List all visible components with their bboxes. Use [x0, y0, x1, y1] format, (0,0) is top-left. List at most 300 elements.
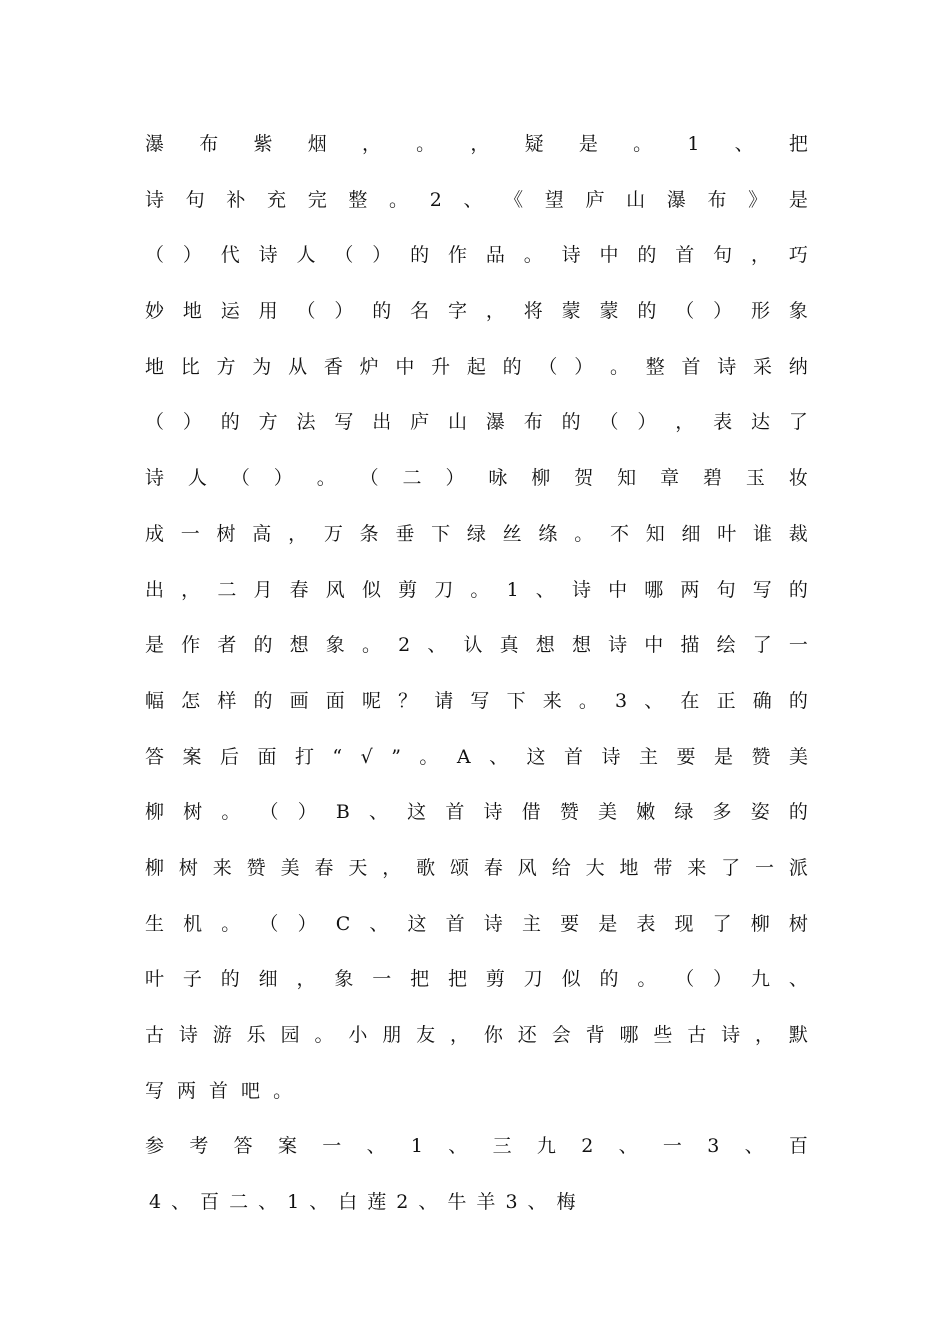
text-glyph: 古: [145, 1024, 165, 1046]
text-glyph: 谁: [753, 522, 773, 545]
text-line: [145, 1128, 808, 1184]
text-glyph: 来: [212, 856, 232, 879]
text-glyph: 。: [416, 133, 436, 155]
text-glyph: 叶: [717, 522, 737, 545]
text-glyph: 3: [615, 689, 628, 712]
text-glyph: 贺: [574, 467, 594, 490]
text-glyph: 树: [183, 801, 203, 824]
text-glyph: 你: [483, 1024, 503, 1046]
text-glyph: 的: [410, 244, 430, 267]
text-glyph: 哪: [644, 578, 664, 601]
text-glyph: （: [538, 355, 558, 378]
text-glyph: 1: [506, 578, 519, 601]
text-glyph: 画: [289, 689, 309, 712]
text-glyph: 派: [788, 856, 808, 879]
text-glyph: 中: [644, 634, 664, 657]
text-glyph: 3: [707, 1135, 720, 1158]
text-glyph: 出: [145, 578, 165, 601]
text-glyph: 是: [578, 133, 598, 155]
text-glyph: 歌: [416, 856, 436, 879]
text-glyph: 颂: [450, 856, 470, 879]
text-glyph: 完: [307, 188, 327, 211]
text-glyph: 还: [517, 1024, 537, 1046]
text-glyph: （: [259, 801, 279, 824]
text-line: [145, 572, 808, 628]
text-glyph: 瀑: [485, 411, 505, 434]
text-glyph: 现: [674, 912, 694, 935]
text-glyph: 1: [410, 1135, 423, 1158]
text-glyph: 天: [348, 856, 368, 879]
text-glyph: “: [332, 745, 343, 768]
text-glyph: 、: [258, 1191, 278, 1214]
text-glyph: 首: [209, 1079, 229, 1102]
text-glyph: 一: [788, 634, 808, 657]
text-glyph: 垂: [395, 522, 415, 545]
text-glyph: 2: [398, 634, 411, 657]
text-glyph: 树: [178, 856, 198, 879]
text-glyph: 春: [483, 856, 503, 879]
text-glyph: 裁: [788, 522, 808, 545]
text-glyph: 中: [395, 355, 415, 378]
text-glyph: 巧: [788, 244, 808, 267]
text-glyph: 的: [253, 689, 273, 712]
text-glyph: 柳: [750, 912, 770, 935]
text-glyph: （: [230, 467, 250, 490]
text-glyph: 知: [617, 467, 637, 490]
text-glyph: 主: [521, 912, 541, 935]
text-glyph: ，: [755, 1024, 775, 1046]
text-glyph: 地: [182, 300, 202, 323]
text-glyph: 用: [258, 300, 278, 323]
text-glyph: 诗: [178, 1024, 198, 1046]
text-glyph: 。: [633, 133, 653, 155]
text-glyph: 一: [755, 856, 775, 879]
text-glyph: 比: [180, 355, 200, 378]
text-glyph: 方: [216, 355, 236, 378]
text-glyph: 2: [429, 188, 442, 211]
text-glyph: 正: [716, 689, 736, 712]
text-glyph: 的: [637, 244, 657, 267]
text-glyph: 作: [448, 244, 468, 267]
text-glyph: 绦: [538, 522, 558, 545]
text-glyph: 充: [267, 188, 287, 211]
text-glyph: 。: [273, 1079, 293, 1102]
text-glyph: 首: [681, 355, 701, 378]
text-glyph: 布: [199, 133, 219, 155]
text-glyph: ，: [296, 968, 316, 991]
text-glyph: 的: [220, 968, 240, 991]
text-glyph: 吧: [241, 1079, 261, 1102]
text-glyph: ）: [574, 355, 594, 378]
text-glyph: 布: [707, 188, 727, 211]
text-glyph: 诗: [717, 355, 737, 378]
text-glyph: 知: [645, 522, 665, 545]
text-glyph: 为: [252, 355, 272, 378]
text-glyph: 嫩: [636, 801, 656, 824]
text-glyph: 补: [226, 188, 246, 211]
text-glyph: 诗: [571, 578, 591, 601]
text-glyph: 。: [221, 801, 241, 824]
text-glyph: 柳: [145, 856, 165, 879]
text-glyph: 的: [637, 300, 657, 323]
text-glyph: 《: [504, 188, 524, 211]
text-glyph: 、: [369, 912, 389, 935]
text-glyph: 作: [181, 634, 201, 657]
text-glyph: 。: [419, 745, 439, 768]
text-glyph: 来: [542, 689, 562, 712]
text-glyph: 布: [523, 411, 543, 434]
text-glyph: 默: [788, 1024, 808, 1046]
text-glyph: 句: [716, 578, 736, 601]
text-line: [145, 906, 808, 962]
text-glyph: 在: [680, 689, 700, 712]
text-glyph: 九: [536, 1135, 556, 1158]
text-glyph: 赞: [559, 801, 579, 824]
text-glyph: 背: [585, 1024, 605, 1046]
text-glyph: 采: [753, 355, 773, 378]
text-glyph: ）: [182, 411, 202, 434]
text-glyph: 柳: [145, 801, 165, 824]
text-glyph: 首: [445, 801, 465, 824]
text-glyph: 古: [687, 1024, 707, 1046]
text-glyph: 想: [535, 634, 555, 657]
text-glyph: 柳: [531, 467, 551, 490]
text-glyph: 方: [258, 411, 278, 434]
text-glyph: 3: [505, 1191, 518, 1214]
text-glyph: 认: [463, 634, 483, 657]
text-glyph: 面: [325, 689, 345, 712]
text-glyph: （: [599, 411, 619, 434]
text-line: [145, 126, 808, 182]
text-glyph: 真: [499, 634, 519, 657]
text-glyph: 、: [418, 1191, 438, 1214]
text-glyph: 的: [599, 968, 619, 991]
text-glyph: 绘: [716, 634, 736, 657]
text-glyph: 中: [608, 578, 628, 601]
text-glyph: 章: [660, 467, 680, 490]
text-glyph: 美: [280, 856, 300, 879]
text-glyph: 碧: [702, 467, 722, 490]
text-glyph: 一: [662, 1135, 682, 1158]
text-glyph: 、: [535, 578, 555, 601]
text-glyph: ）: [713, 300, 733, 323]
text-glyph: 月: [253, 578, 273, 601]
text-glyph: 法: [296, 411, 316, 434]
text-glyph: 剪: [398, 578, 418, 601]
text-glyph: 1: [287, 1191, 300, 1214]
text-line: [145, 293, 808, 349]
text-glyph: 的: [253, 634, 273, 657]
text-glyph: 诗: [145, 467, 165, 490]
text-glyph: 了: [788, 411, 808, 434]
text-glyph: 带: [653, 856, 673, 879]
text-glyph: 、: [644, 689, 664, 712]
text-glyph: 二: [229, 1191, 249, 1214]
text-glyph: 两: [680, 578, 700, 601]
text-line: [145, 182, 808, 238]
text-glyph: 、: [788, 968, 808, 991]
text-glyph: 机: [183, 912, 203, 935]
text-glyph: 山: [626, 188, 646, 211]
text-glyph: 刀: [523, 968, 543, 991]
text-glyph: 、: [618, 1135, 638, 1158]
text-line: [145, 683, 808, 739]
text-glyph: 春: [314, 856, 334, 879]
text-glyph: 蒙: [561, 300, 581, 323]
text-glyph: 树: [216, 522, 236, 545]
text-line: [145, 739, 808, 795]
text-glyph: 的: [788, 801, 808, 824]
text-line: [145, 1017, 808, 1073]
document-body: [145, 126, 808, 1240]
text-glyph: （: [334, 244, 354, 267]
text-glyph: 蒙: [599, 300, 619, 323]
text-glyph: ）: [372, 244, 392, 267]
text-glyph: 升: [431, 355, 451, 378]
text-glyph: 想: [571, 634, 591, 657]
text-glyph: （: [675, 968, 695, 991]
text-glyph: （: [359, 467, 379, 490]
text-glyph: 案: [277, 1135, 297, 1158]
text-glyph: 、: [734, 133, 754, 155]
text-glyph: ，: [675, 411, 695, 434]
text-glyph: 条: [359, 522, 379, 545]
text-glyph: 的: [788, 689, 808, 712]
text-glyph: 2: [396, 1191, 409, 1214]
text-glyph: 小: [348, 1024, 368, 1046]
text-glyph: ）: [273, 467, 293, 490]
text-glyph: 首: [445, 912, 465, 935]
text-glyph: 园: [280, 1024, 300, 1046]
text-glyph: 把: [788, 133, 808, 155]
text-glyph: 牛: [447, 1191, 467, 1214]
text-glyph: 了: [721, 856, 741, 879]
text-glyph: 细: [258, 968, 278, 991]
text-glyph: 描: [680, 634, 700, 657]
text-glyph: 把: [448, 968, 468, 991]
text-glyph: 些: [653, 1024, 673, 1046]
text-line: [145, 794, 808, 850]
text-glyph: 主: [639, 745, 659, 768]
text-glyph: 成: [145, 522, 165, 545]
text-glyph: 把: [410, 968, 430, 991]
text-glyph: 是: [788, 188, 808, 211]
text-glyph: ，: [751, 244, 771, 267]
text-glyph: 庐: [410, 411, 430, 434]
text-glyph: 地: [145, 355, 165, 378]
text-glyph: 样: [217, 689, 237, 712]
text-glyph: 风: [325, 578, 345, 601]
text-glyph: 代: [220, 244, 240, 267]
text-glyph: 姿: [750, 801, 770, 824]
text-glyph: C: [335, 912, 351, 935]
text-glyph: 的: [788, 578, 808, 601]
text-glyph: （: [675, 300, 695, 323]
text-glyph: 丝: [502, 522, 522, 545]
text-glyph: 1: [687, 133, 700, 155]
text-glyph: 会: [551, 1024, 571, 1046]
text-glyph: 游: [212, 1024, 232, 1046]
text-glyph: 表: [636, 912, 656, 935]
text-glyph: 答: [233, 1135, 253, 1158]
text-glyph: 名: [410, 300, 430, 323]
text-glyph: 朋: [382, 1024, 402, 1046]
text-glyph: 象: [325, 634, 345, 657]
text-glyph: 梅: [556, 1191, 576, 1214]
text-glyph: 。: [523, 244, 543, 267]
text-glyph: 绿: [674, 801, 694, 824]
text-glyph: 呢: [361, 689, 381, 712]
text-glyph: （: [145, 244, 165, 267]
text-glyph: 乐: [246, 1024, 266, 1046]
text-glyph: ，: [288, 522, 308, 545]
text-glyph: 细: [681, 522, 701, 545]
text-glyph: 。: [574, 522, 594, 545]
text-glyph: 风: [517, 856, 537, 879]
text-glyph: ）: [637, 411, 657, 434]
text-glyph: 确: [752, 689, 772, 712]
text-glyph: 象: [334, 968, 354, 991]
text-glyph: ，: [181, 578, 201, 601]
text-glyph: 赞: [751, 745, 771, 768]
text-glyph: 。: [314, 1024, 334, 1046]
text-glyph: 白: [338, 1191, 358, 1214]
text-glyph: 美: [598, 801, 618, 824]
text-glyph: 九: [751, 968, 771, 991]
text-glyph: 写: [145, 1079, 165, 1102]
text-glyph: 、: [744, 1135, 764, 1158]
text-line: [145, 627, 808, 683]
text-glyph: ？: [398, 689, 418, 712]
text-glyph: 生: [145, 912, 165, 935]
text-glyph: 山: [448, 411, 468, 434]
text-glyph: A: [456, 745, 471, 768]
text-glyph: 子: [182, 968, 202, 991]
text-glyph: 不: [609, 522, 629, 545]
text-glyph: 将: [523, 300, 543, 323]
text-glyph: 幅: [145, 689, 165, 712]
text-line: [145, 961, 808, 1017]
text-glyph: ，: [382, 856, 402, 879]
text-glyph: 是: [598, 912, 618, 935]
text-glyph: 给: [551, 856, 571, 879]
text-glyph: （: [145, 411, 165, 434]
text-glyph: （: [259, 912, 279, 935]
text-glyph: 万: [323, 522, 343, 545]
text-line: [145, 516, 808, 572]
text-glyph: 了: [752, 634, 772, 657]
text-glyph: 句: [185, 188, 205, 211]
text-glyph: 想: [289, 634, 309, 657]
text-glyph: 达: [751, 411, 771, 434]
text-glyph: 。: [221, 912, 241, 935]
text-glyph: ）: [445, 467, 465, 490]
text-glyph: 》: [748, 188, 768, 211]
text-glyph: 了: [712, 912, 732, 935]
text-glyph: 下: [506, 689, 526, 712]
text-glyph: B: [335, 801, 350, 824]
text-glyph: 百: [200, 1191, 220, 1214]
text-line: [145, 237, 808, 293]
text-glyph: 炉: [359, 355, 379, 378]
text-glyph: 、: [427, 634, 447, 657]
text-glyph: 。: [316, 467, 336, 490]
text-glyph: 二: [402, 467, 422, 490]
text-glyph: 百: [788, 1135, 808, 1158]
text-glyph: 、: [309, 1191, 329, 1214]
text-glyph: 4: [149, 1191, 162, 1214]
text-glyph: 树: [788, 912, 808, 935]
text-glyph: 、: [368, 801, 388, 824]
text-glyph: 打: [294, 745, 314, 768]
text-glyph: 、: [171, 1191, 191, 1214]
text-glyph: 怎: [181, 689, 201, 712]
text-glyph: 、: [489, 745, 509, 768]
text-glyph: ，: [470, 133, 490, 155]
text-glyph: 诗: [561, 244, 581, 267]
text-glyph: 的: [502, 355, 522, 378]
text-glyph: 大: [585, 856, 605, 879]
text-glyph: 。: [609, 355, 629, 378]
text-glyph: 、: [448, 1135, 468, 1158]
text-glyph: ）: [182, 244, 202, 267]
text-glyph: 是: [145, 634, 165, 657]
text-glyph: 剪: [485, 968, 505, 991]
text-glyph: 。: [361, 634, 381, 657]
text-glyph: 烟: [307, 133, 327, 155]
text-glyph: 借: [521, 801, 541, 824]
text-glyph: 的: [220, 411, 240, 434]
text-glyph: 瀑: [145, 133, 165, 155]
text-glyph: 案: [182, 745, 202, 768]
text-glyph: 哪: [619, 1024, 639, 1046]
text-glyph: 人: [296, 244, 316, 267]
text-glyph: 运: [220, 300, 240, 323]
text-glyph: 是: [713, 745, 733, 768]
text-glyph: 一: [180, 522, 200, 545]
text-glyph: 紫: [253, 133, 273, 155]
text-line: [145, 404, 808, 460]
text-glyph: 要: [676, 745, 696, 768]
text-glyph: ”: [391, 745, 401, 768]
text-glyph: 字: [448, 300, 468, 323]
text-glyph: 疑: [524, 133, 544, 155]
text-glyph: 一: [372, 968, 392, 991]
text-glyph: 庐: [585, 188, 605, 211]
text-glyph: （: [296, 300, 316, 323]
text-glyph: 形: [751, 300, 771, 323]
text-glyph: 三: [492, 1135, 512, 1158]
text-glyph: ）: [713, 968, 733, 991]
text-glyph: 起: [466, 355, 486, 378]
text-glyph: 诗: [721, 1024, 741, 1046]
text-glyph: 、: [463, 188, 483, 211]
text-glyph: 后: [219, 745, 239, 768]
text-glyph: 玉: [745, 467, 765, 490]
text-glyph: 答: [145, 745, 165, 768]
text-glyph: 面: [257, 745, 277, 768]
text-glyph: 香: [323, 355, 343, 378]
text-glyph: 。: [389, 188, 409, 211]
text-glyph: 来: [687, 856, 707, 879]
text-glyph: 写: [752, 578, 772, 601]
text-glyph: 莲: [367, 1191, 387, 1214]
text-glyph: 友: [416, 1024, 436, 1046]
text-glyph: ）: [297, 801, 317, 824]
text-glyph: 似: [361, 578, 381, 601]
text-glyph: 、: [527, 1191, 547, 1214]
text-glyph: 地: [619, 856, 639, 879]
